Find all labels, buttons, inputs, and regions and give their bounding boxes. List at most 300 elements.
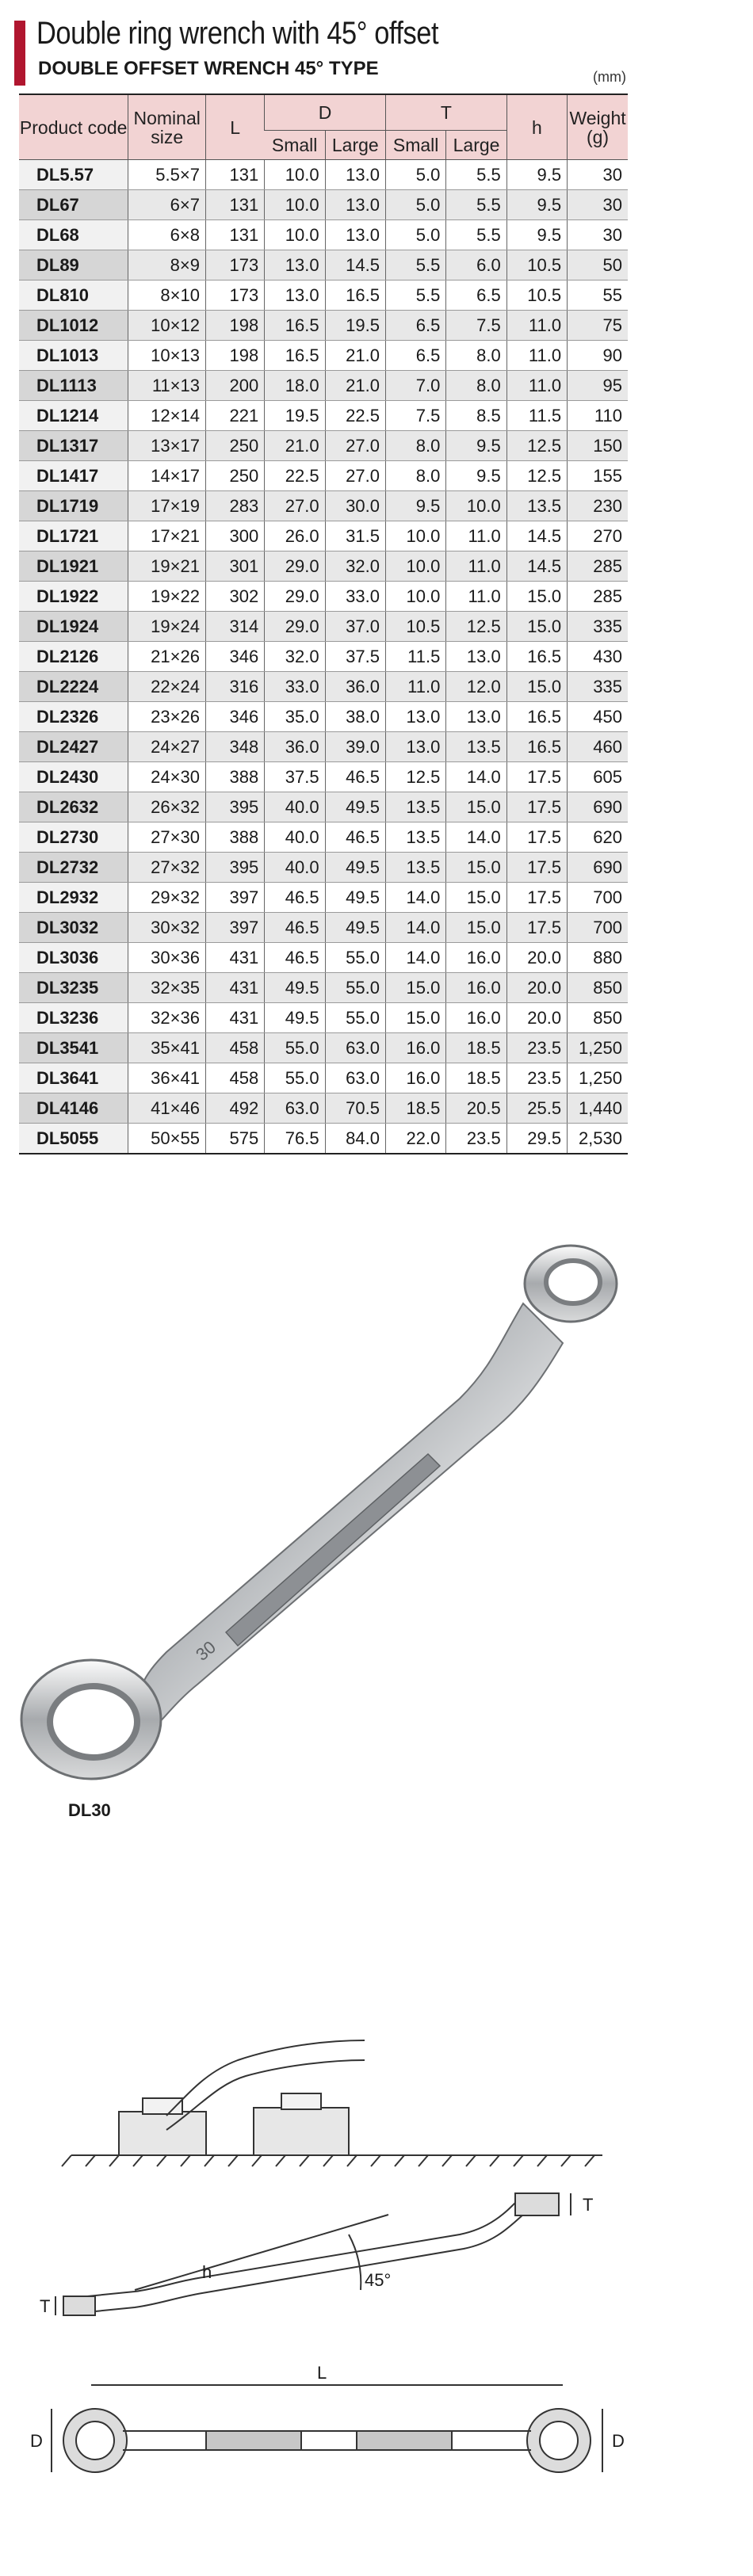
- cell-length: 492: [205, 1093, 264, 1124]
- cell-product-code: DL2632: [19, 792, 128, 822]
- cell-length: 458: [205, 1033, 264, 1063]
- cell-t-large: 5.5: [446, 220, 506, 250]
- cell-d-small: 55.0: [265, 1063, 325, 1093]
- table-row: [19, 341, 628, 371]
- cell-length: 346: [205, 642, 264, 672]
- table-row: [19, 401, 628, 431]
- page-title: Double ring wrench with 45° offset: [36, 16, 439, 51]
- cell-h: 20.0: [506, 973, 567, 1003]
- cell-weight: 95: [568, 371, 628, 401]
- cell-t-small: 14.0: [385, 883, 445, 913]
- cell-d-large: 36.0: [325, 672, 385, 702]
- cell-product-code: DL4146: [19, 1093, 128, 1124]
- cell-d-large: 37.0: [325, 612, 385, 642]
- cell-length: 397: [205, 913, 264, 943]
- cell-t-small: 13.5: [385, 822, 445, 853]
- col-h: h: [506, 94, 567, 160]
- cell-t-large: 20.5: [446, 1093, 506, 1124]
- cell-product-code: DL2732: [19, 853, 128, 883]
- cell-length: 250: [205, 461, 264, 491]
- cell-t-large: 6.0: [446, 250, 506, 280]
- cell-weight: 55: [568, 280, 628, 311]
- cell-weight: 285: [568, 582, 628, 612]
- cell-t-small: 5.5: [385, 280, 445, 311]
- cell-t-large: 7.5: [446, 311, 506, 341]
- cell-d-large: 13.0: [325, 220, 385, 250]
- cell-d-small: 29.0: [265, 612, 325, 642]
- cell-h: 17.5: [506, 792, 567, 822]
- cell-product-code: DL2126: [19, 642, 128, 672]
- cell-t-small: 8.0: [385, 431, 445, 461]
- cell-d-large: 55.0: [325, 1003, 385, 1033]
- cell-t-small: 10.5: [385, 612, 445, 642]
- cell-nominal-size: 30×32: [128, 913, 206, 943]
- cell-weight: 690: [568, 792, 628, 822]
- cell-t-small: 6.5: [385, 341, 445, 371]
- cell-h: 9.5: [506, 160, 567, 190]
- cell-d-small: 21.0: [265, 431, 325, 461]
- cell-weight: 50: [568, 250, 628, 280]
- cell-d-small: 10.0: [265, 190, 325, 220]
- table-row: [19, 551, 628, 582]
- cell-d-large: 49.5: [325, 792, 385, 822]
- cell-length: 300: [205, 521, 264, 551]
- cell-nominal-size: 14×17: [128, 461, 206, 491]
- cell-t-large: 16.0: [446, 973, 506, 1003]
- cell-d-small: 40.0: [265, 853, 325, 883]
- cell-h: 29.5: [506, 1124, 567, 1154]
- spec-table: [19, 93, 628, 1154]
- col-length: L: [205, 94, 264, 160]
- table-row: [19, 431, 628, 461]
- cell-weight: 150: [568, 431, 628, 461]
- cell-product-code: DL1417: [19, 461, 128, 491]
- cell-t-small: 6.5: [385, 311, 445, 341]
- cell-h: 11.5: [506, 401, 567, 431]
- cell-product-code: DL3032: [19, 913, 128, 943]
- cell-length: 198: [205, 311, 264, 341]
- cell-product-code: DL3235: [19, 973, 128, 1003]
- cell-t-small: 5.0: [385, 160, 445, 190]
- table-row: [19, 672, 628, 702]
- table-row: [19, 1003, 628, 1033]
- cell-product-code: DL2224: [19, 672, 128, 702]
- cell-h: 12.5: [506, 431, 567, 461]
- cell-d-small: 40.0: [265, 792, 325, 822]
- cell-product-code: DL2427: [19, 732, 128, 762]
- cell-weight: 1,250: [568, 1063, 628, 1093]
- page-header: [0, 0, 753, 87]
- cell-d-large: 84.0: [325, 1124, 385, 1154]
- cell-t-large: 9.5: [446, 461, 506, 491]
- technical-drawing: [30, 1997, 634, 2551]
- cell-length: 221: [205, 401, 264, 431]
- cell-d-large: 27.0: [325, 461, 385, 491]
- cell-d-small: 36.0: [265, 732, 325, 762]
- cell-product-code: DL1921: [19, 551, 128, 582]
- table-row: [19, 280, 628, 311]
- cell-weight: 1,250: [568, 1033, 628, 1063]
- table-row: [19, 792, 628, 822]
- cell-h: 10.5: [506, 250, 567, 280]
- cell-length: 314: [205, 612, 264, 642]
- cell-product-code: DL1214: [19, 401, 128, 431]
- table-row: [19, 160, 628, 190]
- cell-nominal-size: 30×36: [128, 943, 206, 973]
- cell-d-large: 27.0: [325, 431, 385, 461]
- table-row: [19, 1093, 628, 1124]
- cell-length: 395: [205, 792, 264, 822]
- cell-length: 200: [205, 371, 264, 401]
- cell-t-small: 7.0: [385, 371, 445, 401]
- cell-h: 11.0: [506, 341, 567, 371]
- cell-d-small: 13.0: [265, 280, 325, 311]
- cell-nominal-size: 27×30: [128, 822, 206, 853]
- offset-profile-view: [55, 2193, 571, 2315]
- cell-t-small: 9.5: [385, 491, 445, 521]
- cell-length: 388: [205, 822, 264, 853]
- cell-product-code: DL67: [19, 190, 128, 220]
- cell-d-large: 46.5: [325, 762, 385, 792]
- col-t-small: Small: [385, 131, 445, 160]
- plan-view: [52, 2385, 602, 2472]
- cell-t-large: 14.0: [446, 762, 506, 792]
- cell-t-small: 13.0: [385, 732, 445, 762]
- cell-t-large: 15.0: [446, 853, 506, 883]
- label-t-left: T: [40, 2296, 51, 2316]
- cell-length: 301: [205, 551, 264, 582]
- cell-weight: 850: [568, 973, 628, 1003]
- cell-weight: 30: [568, 220, 628, 250]
- cell-length: 173: [205, 280, 264, 311]
- cell-d-large: 70.5: [325, 1093, 385, 1124]
- cell-t-large: 8.0: [446, 341, 506, 371]
- cell-length: 283: [205, 491, 264, 521]
- cell-length: 131: [205, 190, 264, 220]
- table-row: [19, 461, 628, 491]
- cell-product-code: DL1924: [19, 612, 128, 642]
- cell-d-small: 49.5: [265, 1003, 325, 1033]
- unit-label: (mm): [593, 69, 626, 85]
- cell-nominal-size: 19×24: [128, 612, 206, 642]
- cell-t-large: 12.0: [446, 672, 506, 702]
- cell-d-small: 63.0: [265, 1093, 325, 1124]
- cell-t-large: 18.5: [446, 1033, 506, 1063]
- cell-t-large: 15.0: [446, 792, 506, 822]
- cell-length: 131: [205, 160, 264, 190]
- accent-bar: [14, 21, 25, 86]
- cell-h: 12.5: [506, 461, 567, 491]
- page-subtitle: DOUBLE OFFSET WRENCH 45° TYPE: [38, 58, 379, 79]
- cell-t-small: 22.0: [385, 1124, 445, 1154]
- cell-h: 14.5: [506, 551, 567, 582]
- col-t-large: Large: [446, 131, 506, 160]
- cell-product-code: DL1721: [19, 521, 128, 551]
- table-row: [19, 612, 628, 642]
- cell-h: 17.5: [506, 822, 567, 853]
- cell-h: 16.5: [506, 642, 567, 672]
- cell-h: 9.5: [506, 220, 567, 250]
- label-d-right: D: [612, 2431, 625, 2451]
- cell-product-code: DL68: [19, 220, 128, 250]
- cell-d-large: 39.0: [325, 732, 385, 762]
- cell-nominal-size: 5.5×7: [128, 160, 206, 190]
- cell-d-large: 33.0: [325, 582, 385, 612]
- cell-weight: 75: [568, 311, 628, 341]
- table-row: [19, 943, 628, 973]
- cell-h: 23.5: [506, 1033, 567, 1063]
- cell-h: 17.5: [506, 853, 567, 883]
- cell-nominal-size: 35×41: [128, 1033, 206, 1063]
- table-row: [19, 732, 628, 762]
- cell-h: 15.0: [506, 582, 567, 612]
- cell-t-small: 13.5: [385, 853, 445, 883]
- cell-d-large: 46.5: [325, 822, 385, 853]
- label-l: L: [317, 2363, 327, 2383]
- cell-d-small: 22.5: [265, 461, 325, 491]
- label-t-right: T: [583, 2195, 594, 2215]
- cell-d-small: 16.5: [265, 311, 325, 341]
- table-row: [19, 582, 628, 612]
- cell-t-small: 5.0: [385, 220, 445, 250]
- cell-product-code: DL3036: [19, 943, 128, 973]
- cell-t-large: 11.0: [446, 521, 506, 551]
- cell-t-small: 7.5: [385, 401, 445, 431]
- col-d-small: Small: [265, 131, 325, 160]
- table-row: [19, 702, 628, 732]
- label-d-left: D: [30, 2431, 43, 2451]
- cell-t-large: 13.0: [446, 642, 506, 672]
- cell-product-code: DL2430: [19, 762, 128, 792]
- cell-nominal-size: 32×35: [128, 973, 206, 1003]
- table-row: [19, 190, 628, 220]
- cell-t-small: 16.0: [385, 1033, 445, 1063]
- table-row: [19, 853, 628, 883]
- cell-t-large: 8.5: [446, 401, 506, 431]
- cell-nominal-size: 6×8: [128, 220, 206, 250]
- cell-t-small: 5.0: [385, 190, 445, 220]
- cell-d-small: 18.0: [265, 371, 325, 401]
- cell-t-small: 12.5: [385, 762, 445, 792]
- cell-h: 9.5: [506, 190, 567, 220]
- cell-t-large: 13.0: [446, 702, 506, 732]
- cell-nominal-size: 24×30: [128, 762, 206, 792]
- cell-nominal-size: 17×19: [128, 491, 206, 521]
- cell-d-large: 55.0: [325, 973, 385, 1003]
- cell-d-small: 55.0: [265, 1033, 325, 1063]
- cell-t-small: 15.0: [385, 973, 445, 1003]
- cell-t-large: 9.5: [446, 431, 506, 461]
- cell-length: 173: [205, 250, 264, 280]
- table-row: [19, 1124, 628, 1154]
- cell-d-large: 49.5: [325, 913, 385, 943]
- cell-d-small: 26.0: [265, 521, 325, 551]
- cell-product-code: DL2932: [19, 883, 128, 913]
- cell-weight: 460: [568, 732, 628, 762]
- cell-d-large: 19.5: [325, 311, 385, 341]
- cell-product-code: DL810: [19, 280, 128, 311]
- cell-nominal-size: 32×36: [128, 1003, 206, 1033]
- cell-weight: 155: [568, 461, 628, 491]
- cell-d-large: 22.5: [325, 401, 385, 431]
- cell-d-large: 14.5: [325, 250, 385, 280]
- cell-product-code: DL1113: [19, 371, 128, 401]
- cell-weight: 880: [568, 943, 628, 973]
- cell-h: 14.5: [506, 521, 567, 551]
- cell-d-large: 49.5: [325, 883, 385, 913]
- cell-nominal-size: 29×32: [128, 883, 206, 913]
- cell-d-small: 46.5: [265, 883, 325, 913]
- cell-d-large: 16.5: [325, 280, 385, 311]
- cell-nominal-size: 8×10: [128, 280, 206, 311]
- cell-h: 16.5: [506, 702, 567, 732]
- wrench-body: [21, 1246, 617, 1779]
- table-row: [19, 311, 628, 341]
- cell-h: 11.0: [506, 371, 567, 401]
- cell-nominal-size: 26×32: [128, 792, 206, 822]
- cell-weight: 700: [568, 883, 628, 913]
- cell-t-large: 12.5: [446, 612, 506, 642]
- cell-h: 16.5: [506, 732, 567, 762]
- cell-length: 348: [205, 732, 264, 762]
- table-row: [19, 913, 628, 943]
- col-weight: Weight (g): [568, 94, 628, 160]
- cell-length: 575: [205, 1124, 264, 1154]
- cell-product-code: DL1012: [19, 311, 128, 341]
- cell-length: 431: [205, 943, 264, 973]
- cell-product-code: DL1317: [19, 431, 128, 461]
- cell-d-small: 10.0: [265, 160, 325, 190]
- cell-nominal-size: 41×46: [128, 1093, 206, 1124]
- cell-weight: 230: [568, 491, 628, 521]
- table-row: [19, 491, 628, 521]
- table-row: [19, 1063, 628, 1093]
- table-row: [19, 521, 628, 551]
- cell-h: 11.0: [506, 311, 567, 341]
- table-row: [19, 371, 628, 401]
- cell-t-small: 14.0: [385, 943, 445, 973]
- cell-weight: 110: [568, 401, 628, 431]
- cell-t-large: 6.5: [446, 280, 506, 311]
- cell-product-code: DL3541: [19, 1033, 128, 1063]
- cell-h: 23.5: [506, 1063, 567, 1093]
- cell-product-code: DL1922: [19, 582, 128, 612]
- cell-h: 15.0: [506, 612, 567, 642]
- table-row: [19, 220, 628, 250]
- cell-weight: 690: [568, 853, 628, 883]
- cell-d-small: 32.0: [265, 642, 325, 672]
- cell-length: 250: [205, 431, 264, 461]
- cell-t-small: 18.5: [385, 1093, 445, 1124]
- cell-d-large: 13.0: [325, 190, 385, 220]
- cell-nominal-size: 6×7: [128, 190, 206, 220]
- cell-d-small: 33.0: [265, 672, 325, 702]
- cell-nominal-size: 8×9: [128, 250, 206, 280]
- cell-weight: 30: [568, 190, 628, 220]
- cell-d-small: 37.5: [265, 762, 325, 792]
- table-row: [19, 762, 628, 792]
- cell-t-small: 13.5: [385, 792, 445, 822]
- cell-weight: 1,440: [568, 1093, 628, 1124]
- cell-t-small: 5.5: [385, 250, 445, 280]
- cell-h: 17.5: [506, 913, 567, 943]
- cell-nominal-size: 27×32: [128, 853, 206, 883]
- cell-t-large: 10.0: [446, 491, 506, 521]
- col-product-code: Product code: [19, 94, 128, 160]
- cell-t-large: 16.0: [446, 943, 506, 973]
- side-view-in-use: [62, 2040, 602, 2166]
- cell-length: 397: [205, 883, 264, 913]
- cell-nominal-size: 10×12: [128, 311, 206, 341]
- cell-weight: 335: [568, 672, 628, 702]
- cell-t-large: 5.5: [446, 190, 506, 220]
- col-group-d: D: [265, 94, 386, 131]
- table-row: [19, 250, 628, 280]
- cell-nominal-size: 36×41: [128, 1063, 206, 1093]
- cell-d-small: 16.5: [265, 341, 325, 371]
- cell-h: 20.0: [506, 943, 567, 973]
- cell-t-large: 15.0: [446, 913, 506, 943]
- cell-t-large: 14.0: [446, 822, 506, 853]
- cell-d-small: 46.5: [265, 913, 325, 943]
- cell-t-small: 11.0: [385, 672, 445, 702]
- cell-weight: 450: [568, 702, 628, 732]
- cell-t-small: 16.0: [385, 1063, 445, 1093]
- cell-weight: 30: [568, 160, 628, 190]
- cell-length: 131: [205, 220, 264, 250]
- cell-weight: 90: [568, 341, 628, 371]
- cell-t-large: 23.5: [446, 1124, 506, 1154]
- table-row: [19, 883, 628, 913]
- label-h: h: [202, 2262, 212, 2282]
- cell-nominal-size: 19×22: [128, 582, 206, 612]
- cell-d-large: 30.0: [325, 491, 385, 521]
- cell-t-large: 5.5: [446, 160, 506, 190]
- cell-t-large: 15.0: [446, 883, 506, 913]
- cell-nominal-size: 10×13: [128, 341, 206, 371]
- cell-t-small: 13.0: [385, 702, 445, 732]
- table-row: [19, 973, 628, 1003]
- table-row: [19, 822, 628, 853]
- cell-h: 15.0: [506, 672, 567, 702]
- cell-t-small: 15.0: [385, 1003, 445, 1033]
- cell-weight: 335: [568, 612, 628, 642]
- cell-t-large: 11.0: [446, 582, 506, 612]
- cell-t-small: 10.0: [385, 521, 445, 551]
- cell-length: 395: [205, 853, 264, 883]
- cell-nominal-size: 17×21: [128, 521, 206, 551]
- cell-d-large: 21.0: [325, 371, 385, 401]
- cell-weight: 620: [568, 822, 628, 853]
- cell-product-code: DL1013: [19, 341, 128, 371]
- photo-caption: DL30: [68, 1800, 111, 1820]
- cell-weight: 2,530: [568, 1124, 628, 1154]
- cell-weight: 605: [568, 762, 628, 792]
- cell-d-small: 40.0: [265, 822, 325, 853]
- cell-d-large: 32.0: [325, 551, 385, 582]
- cell-length: 198: [205, 341, 264, 371]
- cell-d-small: 35.0: [265, 702, 325, 732]
- col-nominal-size: Nominal size: [128, 94, 206, 160]
- cell-nominal-size: 21×26: [128, 642, 206, 672]
- cell-weight: 430: [568, 642, 628, 672]
- cell-length: 431: [205, 1003, 264, 1033]
- cell-d-small: 29.0: [265, 582, 325, 612]
- cell-d-small: 19.5: [265, 401, 325, 431]
- table-row: [19, 1033, 628, 1063]
- cell-weight: 270: [568, 521, 628, 551]
- cell-product-code: DL5.57: [19, 160, 128, 190]
